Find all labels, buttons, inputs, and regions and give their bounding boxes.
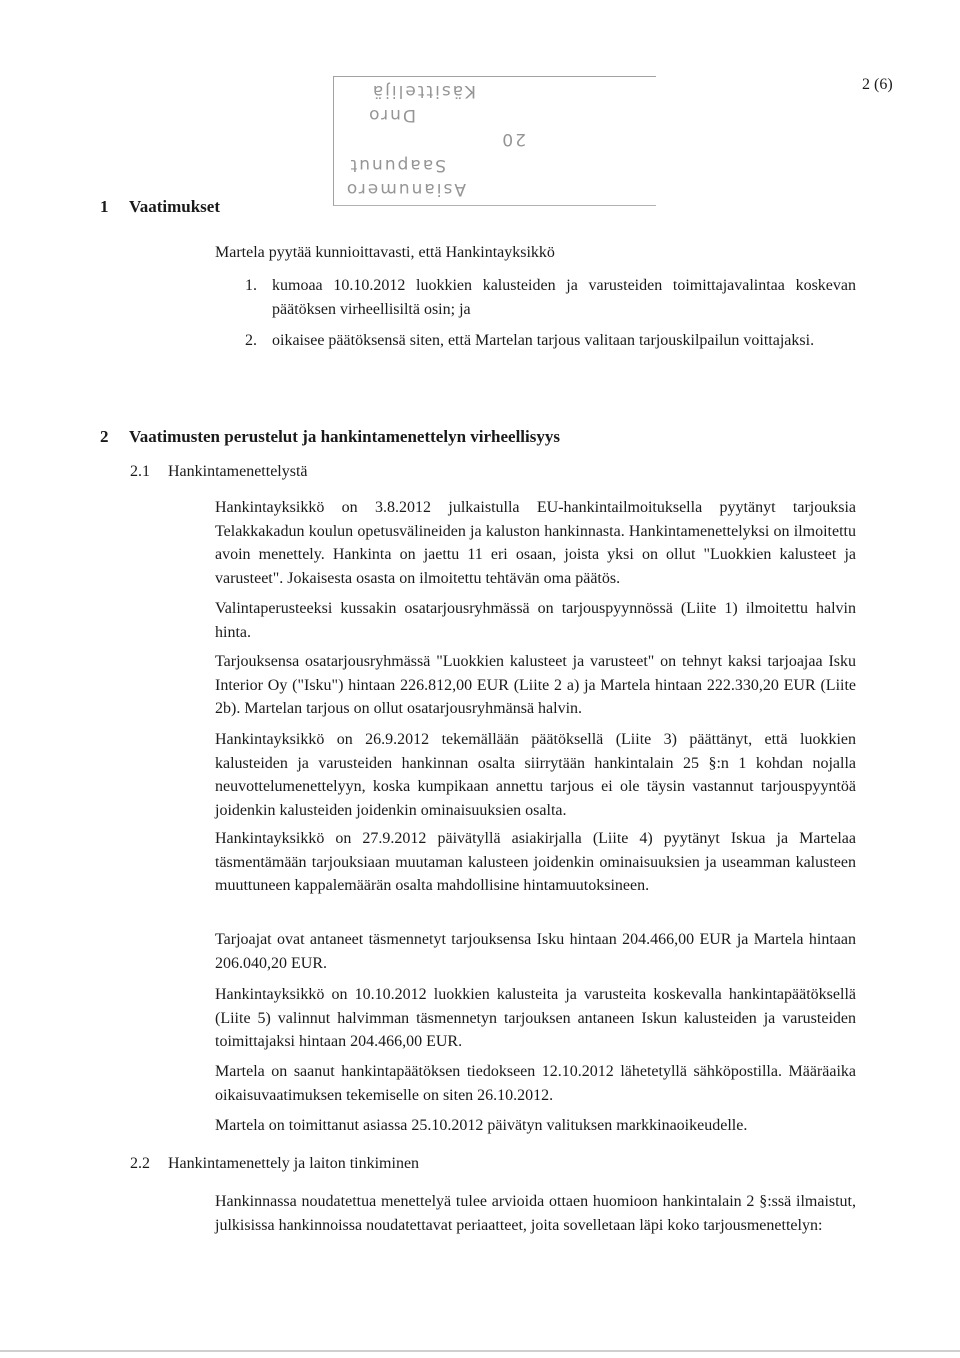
list-text: kumoaa 10.10.2012 luokkien kalusteiden ja varusteiden toimittajavalintaa koskevan päätöksen virheellisiltä osin; ja	[272, 277, 856, 318]
paragraph: Hankintayksikkö on 10.10.2012 luokkien kalusteita ja varusteita koskevalla hankintapäätöksellä (Liite 5) valinnut halvimman täsmennetyn tarjouksen antaneen Iskun kalusteiden ja varusteiden toimittajaksi hintaan 204.466,00 EUR.	[215, 986, 856, 1050]
paragraph: Hankinnassa noudatettua menettelyä tulee arvioida ottaen huomioon hankintalain 2 §:ssä ilmaistut, julkisissa hankinnoissa noudatettavat periaatteet, joita sovelletaan läpi koko tarjousmenettelyn:	[215, 1193, 856, 1234]
subsection-title: Hankintamenettely ja laiton tinkiminen	[168, 1155, 420, 1172]
subsection-title: Hankintamenettelystä	[168, 463, 308, 480]
paragraph: Martela on toimittanut asiassa 25.10.2012 päivätyn valituksen markkinaoikeudelle.	[215, 1117, 748, 1134]
paragraph: Tarjouksensa osatarjousryhmässä "Luokkien kalusteet ja varusteet" on tehnyt kaksi tarjoajaa Isku Interior Oy ("Isku") hintaan 226.812,00 EUR (Liite 2 a) ja Martela hintaan 222.330,20 EUR (Liite 2b). Martelan tarjous on ollut osatarjousryhmänsä halvin.	[215, 653, 856, 717]
paragraph: Hankintayksikkö on 26.9.2012 tekemällään päätöksellä (Liite 3) päättänyt, että luokkien kalusteiden ja varusteiden hankinnan osalta siirrytään hankintalain 25 §:n 1 kohdan nojalla neuvottelumenettelyyn, koska kumpikaan annettu tarjous ei ole täysin vastannut tarjouspyyntöä joidenkin kalusteiden joidenkin ominaisuuksien osalta.	[215, 731, 856, 819]
paragraph: Hankintayksikkö on 3.8.2012 julkaistulla EU-hankintailmoituksella pyytänyt tarjouksia Telakkakadun koulun opetusvälineiden ja kaluston hankinnasta. Hankintamenettelyksi on ilmoitettu avoin menettely. Hankinta on jaettu 11 eri osaan, joista yksi on ollut "Luokkien kalusteet ja varusteet". Jokaisesta osasta on ilmoitettu tehtävän oma päätös.	[215, 499, 856, 587]
paragraph: Valintaperusteeksi kussakin osatarjousryhmässä on tarjouspyynnössä (Liite 1) ilmoitettu halvin hinta.	[215, 600, 856, 641]
list-item	[215, 274, 856, 321]
subsection-number: 2.2	[130, 1155, 150, 1172]
subsection-number: 2.1	[130, 463, 150, 480]
scan-edge-line	[0, 1350, 960, 1352]
stamp-line: Käsittelijä	[370, 81, 476, 101]
stamp-line: Dnro	[367, 105, 416, 125]
stamp-line: 20	[500, 129, 526, 149]
paragraph: Hankintayksikkö on 27.9.2012 päivätyllä asiakirjalla (Liite 4) pyytänyt Iskua ja Martelaa täsmentämään tarjouksiaan muutaman kalusteen joidenkin ominaisuuksien ja useamman kalusteen muuttuneen kappalemäärän osalta mahdollisine hintamuutoksineen.	[215, 830, 856, 894]
stamp-line: Asianumero	[344, 179, 466, 199]
intro-paragraph: Martela pyytää kunnioittavasti, että Hankintayksikkö	[215, 244, 555, 261]
subsection-heading	[130, 1155, 420, 1173]
list-item	[215, 329, 856, 353]
list-number: 1.	[245, 277, 257, 294]
section-title: Vaatimukset	[129, 197, 220, 216]
list-number: 2.	[245, 332, 257, 349]
section-number: 1	[100, 197, 109, 216]
paragraph: Martela on saanut hankintapäätöksen tiedokseen 12.10.2012 lähetetyllä sähköpostilla. Määräaika oikaisuvaatimuksen tekemiselle on siten 26.10.2012.	[215, 1063, 856, 1104]
section-number: 2	[100, 427, 109, 446]
stamp-line: Saapunut	[348, 155, 446, 175]
section-title: Vaatimusten perustelut ja hankintamenettelyn virheellisyys	[129, 427, 560, 446]
received-stamp	[333, 76, 656, 206]
list-text: oikaisee päätöksensä siten, että Martelan tarjous valitaan tarjouskilpailun voittajaksi.	[272, 332, 815, 349]
paragraph: Tarjoajat ovat antaneet täsmennetyt tarjouksensa Isku hintaan 204.466,00 EUR ja Martela hintaan 206.040,20 EUR.	[215, 931, 856, 972]
page-number: 2 (6)	[862, 76, 893, 93]
subsection-heading	[130, 463, 308, 481]
